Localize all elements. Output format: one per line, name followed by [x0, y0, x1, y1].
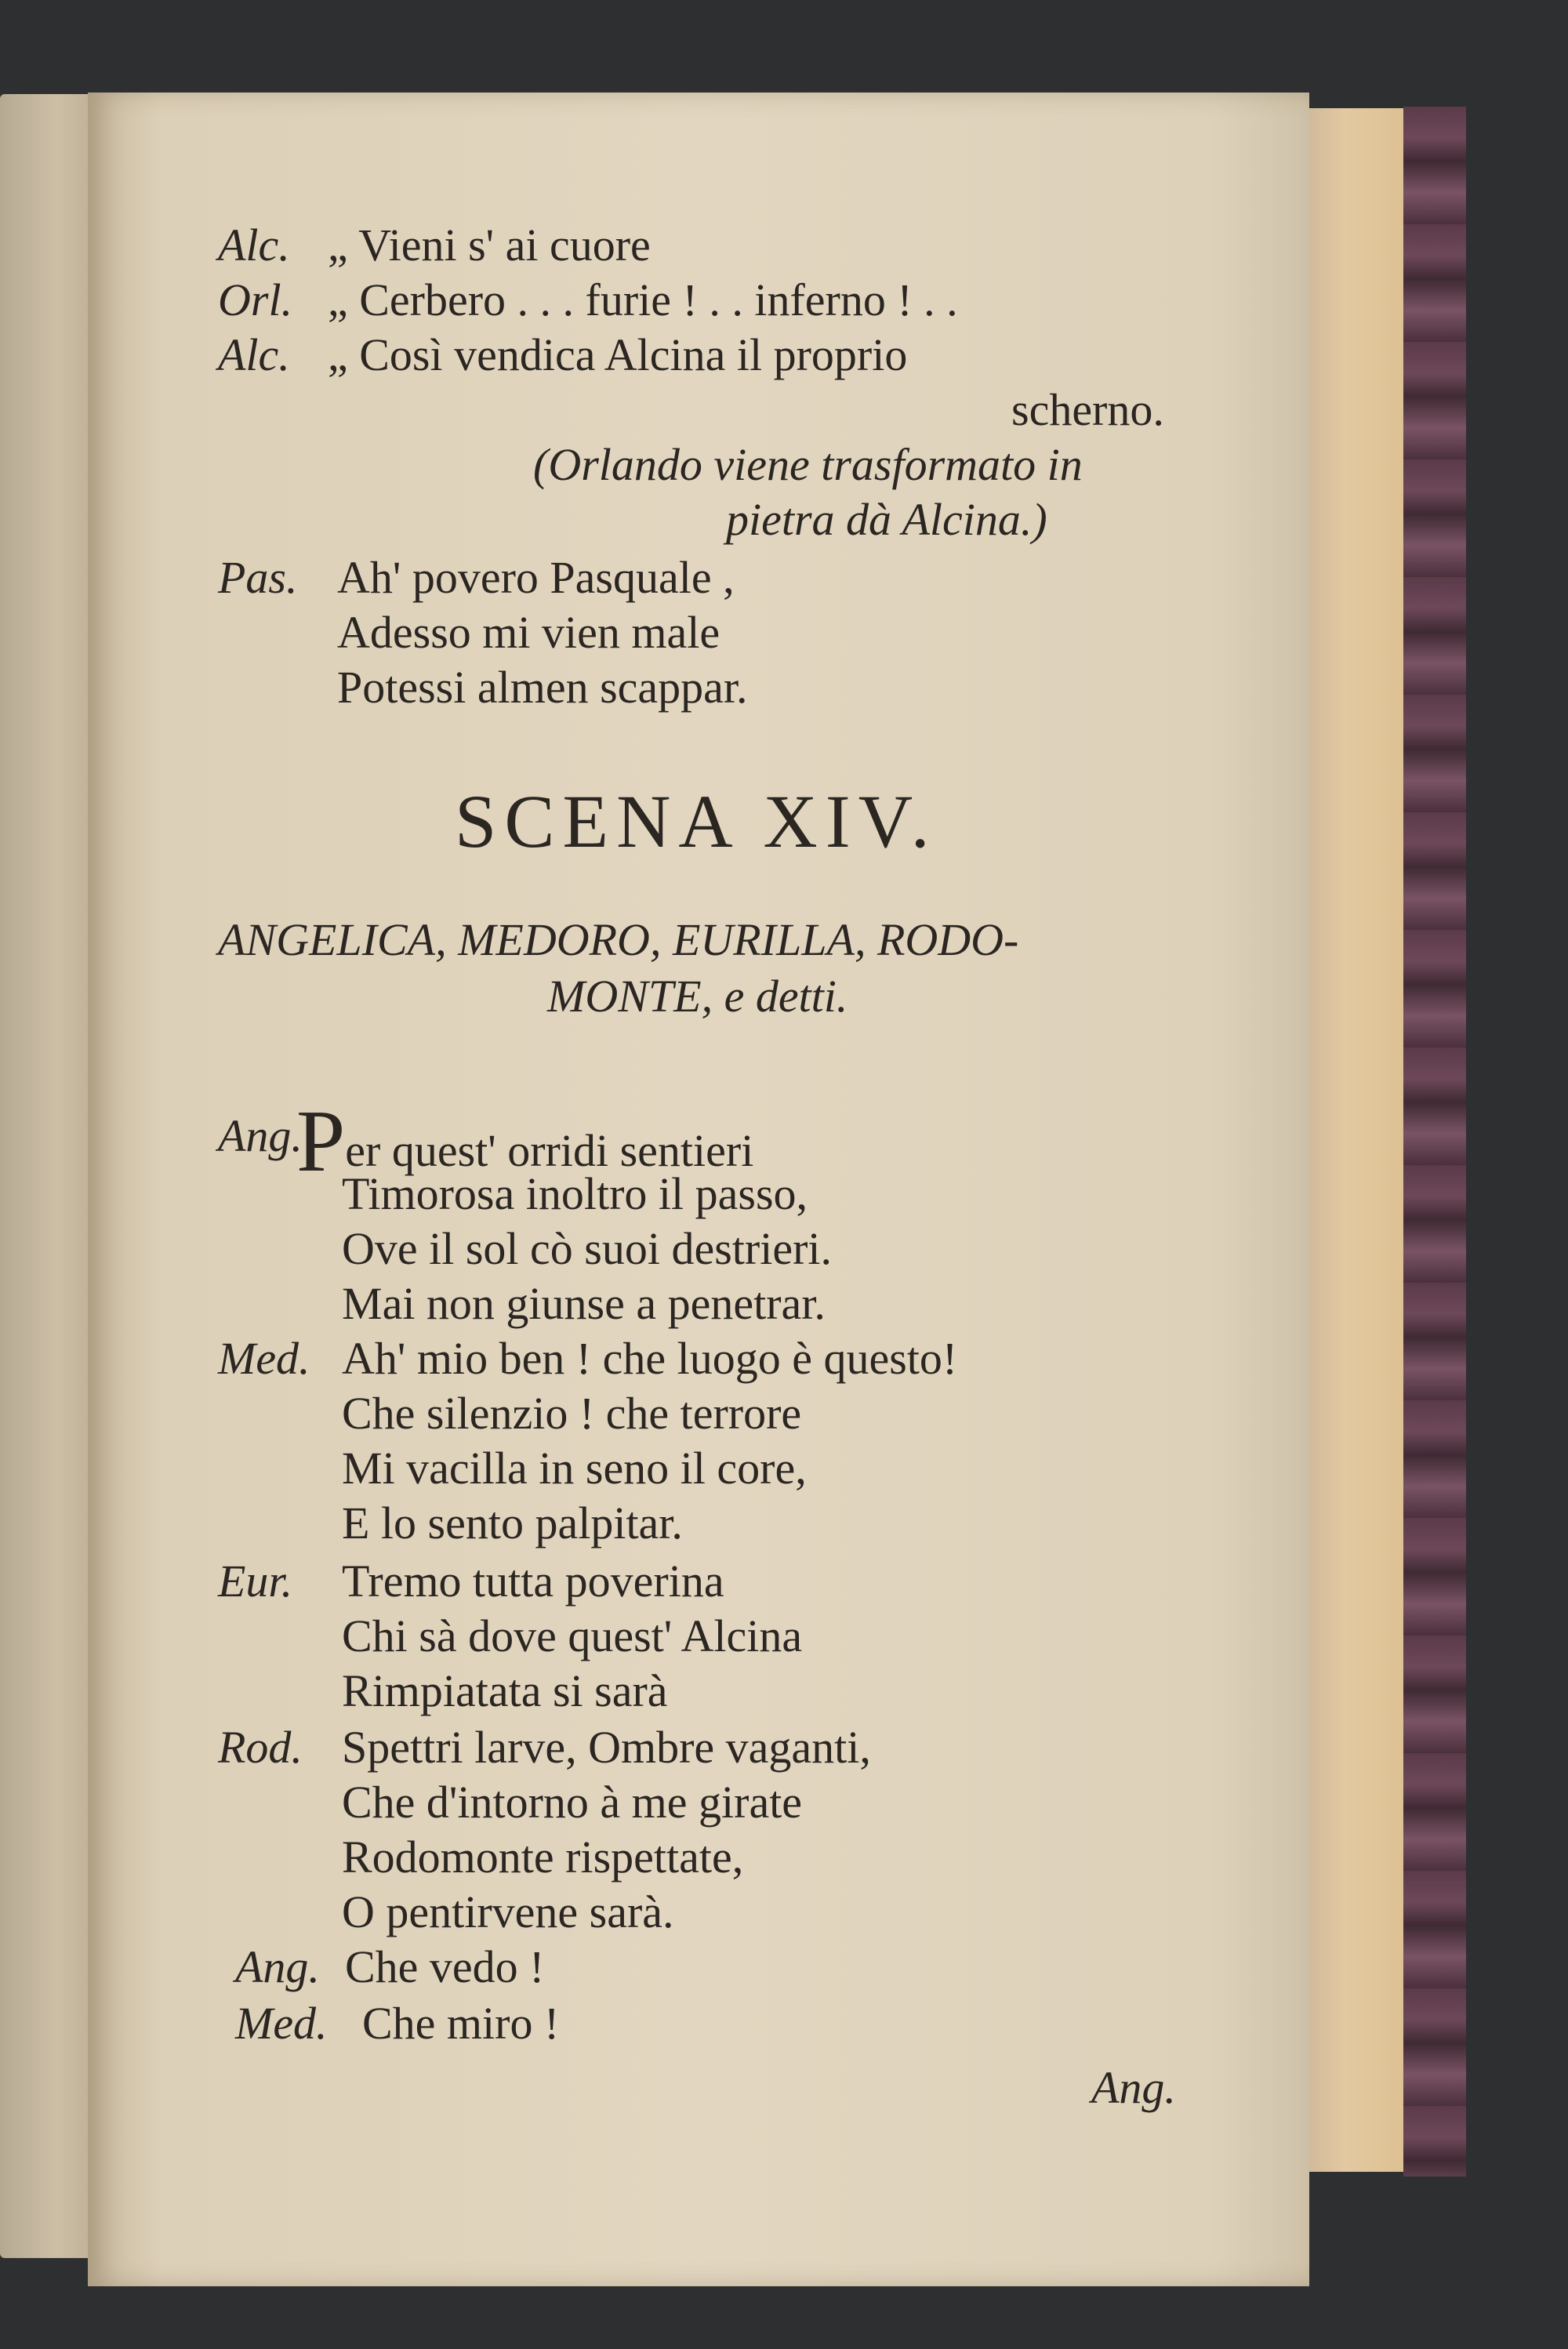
verse-line: scherno.: [1011, 384, 1164, 435]
character-list: ANGELICA, MEDORO, EURILLA, RODO-: [218, 914, 1019, 965]
verse-line: Chi sà dove quest' Alcina: [342, 1610, 803, 1661]
speaker-label: Ang.: [235, 1941, 320, 1992]
stage-direction: pietra dà Alcina.): [726, 494, 1047, 545]
speaker-label: Med.: [235, 1998, 328, 2049]
stage-direction: (Orlando viene trasformato in: [533, 439, 1083, 490]
verse-line: „ Cerbero . . . furie ! . . inferno ! . .: [328, 274, 958, 325]
verse-line: Mi vacilla in seno il core,: [342, 1443, 807, 1494]
verse-line: „ Così vendica Alcina il proprio: [328, 329, 908, 380]
verse-line: Che vedo !: [345, 1941, 545, 1992]
speaker-label: Eur.: [218, 1556, 293, 1607]
verse-line: Tremo tutta poverina: [342, 1556, 724, 1607]
speaker-label: Orl.: [218, 274, 293, 325]
verse-line: Timorosa inoltro il passo,: [342, 1168, 808, 1219]
verse-line: Rimpiatata si sarà: [342, 1665, 668, 1716]
catchword: Ang.: [1091, 2062, 1176, 2113]
verse-line: Adesso mi vien male: [337, 607, 720, 658]
drop-cap: P: [296, 1093, 346, 1190]
verse-line: Ah' povero Pasquale ,: [337, 552, 735, 603]
verse-line: O pentirvene sarà.: [342, 1886, 674, 1937]
book-cover: [1403, 107, 1466, 2177]
speaker-label: Med.: [218, 1333, 310, 1384]
verse-line: Spettri larve, Ombre vaganti,: [342, 1722, 871, 1773]
verse-line: E lo sento palpitar.: [342, 1498, 683, 1548]
verse-line: Mai non giunse a penetrar.: [342, 1278, 826, 1329]
speaker-label: Rod.: [218, 1722, 303, 1773]
verse-line: Che miro !: [362, 1998, 560, 2049]
verse-line: Ah' mio ben ! che luogo è questo!: [342, 1333, 958, 1384]
character-list: MONTE, e detti.: [547, 971, 848, 1022]
verse-text: er quest' orridi sentieri: [345, 1125, 754, 1176]
speaker-label: Pas.: [218, 552, 298, 603]
verse-line: Ove il sol cò suoi destrieri.: [342, 1223, 833, 1274]
speaker-label: Ang.: [218, 1110, 303, 1161]
verse-line: Che silenzio ! che terrore: [342, 1388, 802, 1439]
verse-line: Potessi almen scappar.: [337, 662, 748, 713]
verse-line: Che d'intorno à me girate: [342, 1777, 803, 1828]
speaker-label: Alc.: [218, 329, 290, 380]
verse-line: „ Vieni s' ai cuore: [328, 220, 651, 270]
scene-title: SCENA XIV.: [455, 779, 938, 863]
page-block-edge: [1301, 108, 1411, 2172]
verse-line: [296, 1093, 754, 1190]
facing-page-edge: [0, 94, 94, 2258]
verse-line: Rodomonte rispettate,: [342, 1832, 744, 1882]
speaker-label: Alc.: [218, 220, 290, 270]
